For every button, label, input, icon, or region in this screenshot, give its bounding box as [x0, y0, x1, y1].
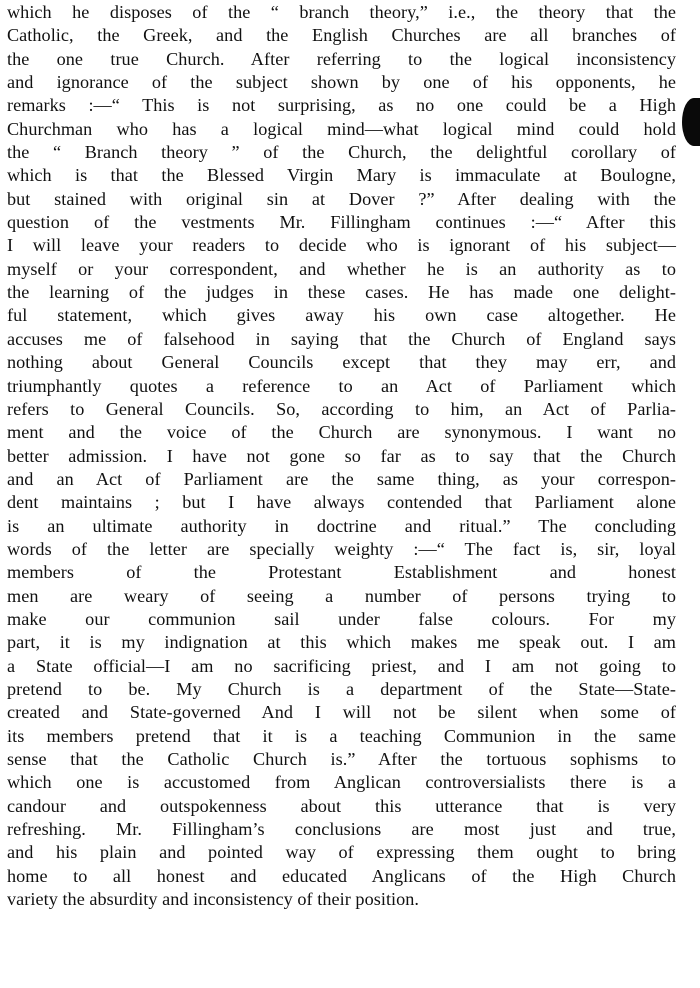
text-line: candour and outspokenness about this utterance that is very: [7, 795, 676, 816]
text-line: which he disposes of the “ branch theory,” i.e., the theory that the: [7, 2, 676, 22]
text-line: ful statement, which gives away his own case altogether. He: [7, 305, 676, 326]
text-line: and ignorance of the subject shown by one of his opponents, he: [7, 72, 676, 93]
text-line: nothing about General Councils except that they may err, and: [7, 352, 676, 373]
text-line: Catholic, the Greek, and the English Churches are all branches of: [7, 25, 676, 46]
text-line: pretend to be. My Church is a department of the State—State-: [7, 678, 676, 699]
text-line: Churchman who has a logical mind—what logical mind could hold: [7, 118, 676, 139]
text-line: myself or your correspondent, and whether he is an authority as to: [7, 258, 676, 279]
text-line: the one true Church. After referring to the logical inconsistency: [7, 48, 676, 69]
text-line: ment and the voice of the Church are synonymous. I want no: [7, 422, 676, 443]
text-line: the learning of the judges in these cases. He has made one delight-: [7, 282, 676, 303]
text-line: dent maintains ; but I have always contended that Parliament alone: [7, 492, 676, 513]
text-line: refers to General Councils. So, according to him, an Act of Parlia-: [7, 398, 676, 419]
text-line: created and State-governed And I will not be silent when some of: [7, 702, 676, 723]
text-line: remarks :—“ This is not surprising, as no one could be a High: [7, 95, 676, 116]
text-line: variety the absurdity and inconsistency of their position.: [7, 889, 420, 910]
text-line: a State official—I am no sacrificing priest, and I am not going to: [7, 655, 676, 676]
text-line: and an Act of Parliament are the same thing, as your correspon-: [7, 468, 676, 489]
text-line: triumphantly quotes a reference to an Act of Parliament which: [7, 375, 676, 396]
text-line: part, it is my indignation at this which makes me speak out. I am: [7, 632, 676, 653]
text-line: home to all honest and educated Anglicans of the High Church: [7, 865, 676, 886]
text-line: but stained with original sin at Dover ?” After dealing with the: [7, 188, 676, 209]
ink-blot: [682, 98, 700, 146]
text-line: sense that the Catholic Church is.” After the tortuous sophisms to: [7, 749, 676, 769]
text-line: refreshing. Mr. Fillingham’s conclusions are most just and true,: [7, 819, 676, 840]
text-line: and his plain and pointed way of expressing them ought to bring: [7, 842, 676, 863]
article-text: [7, 1, 676, 911]
text-line: words of the letter are specially weighty :—“ The fact is, sir, loyal: [7, 538, 676, 559]
text-line: which one is accustomed from Anglican controversialists there is a: [7, 772, 676, 793]
text-line: the “ Branch theory ” of the Church, the delightful corollary of: [7, 142, 676, 163]
text-line: accuses me of falsehood in saying that the Church of England says: [7, 328, 676, 349]
text-line: question of the vestments Mr. Fillingham continues :—“ After this: [7, 212, 676, 233]
text-line: is an ultimate authority in doctrine and ritual.” The concluding: [7, 515, 676, 536]
text-line: make our communion sail under false colours. For my: [7, 608, 676, 629]
text-line: its members pretend that it is a teaching Communion in the same: [7, 725, 676, 746]
text-line: which is that the Blessed Virgin Mary is immaculate at Boulogne,: [7, 165, 676, 186]
text-line: better admission. I have not gone so far as to say that the Church: [7, 445, 676, 466]
text-line: men are weary of seeing a number of persons trying to: [7, 585, 676, 606]
text-line: members of the Protestant Establishment and honest: [7, 562, 676, 583]
text-line: I will leave your readers to decide who is ignorant of his subject—: [7, 235, 676, 256]
